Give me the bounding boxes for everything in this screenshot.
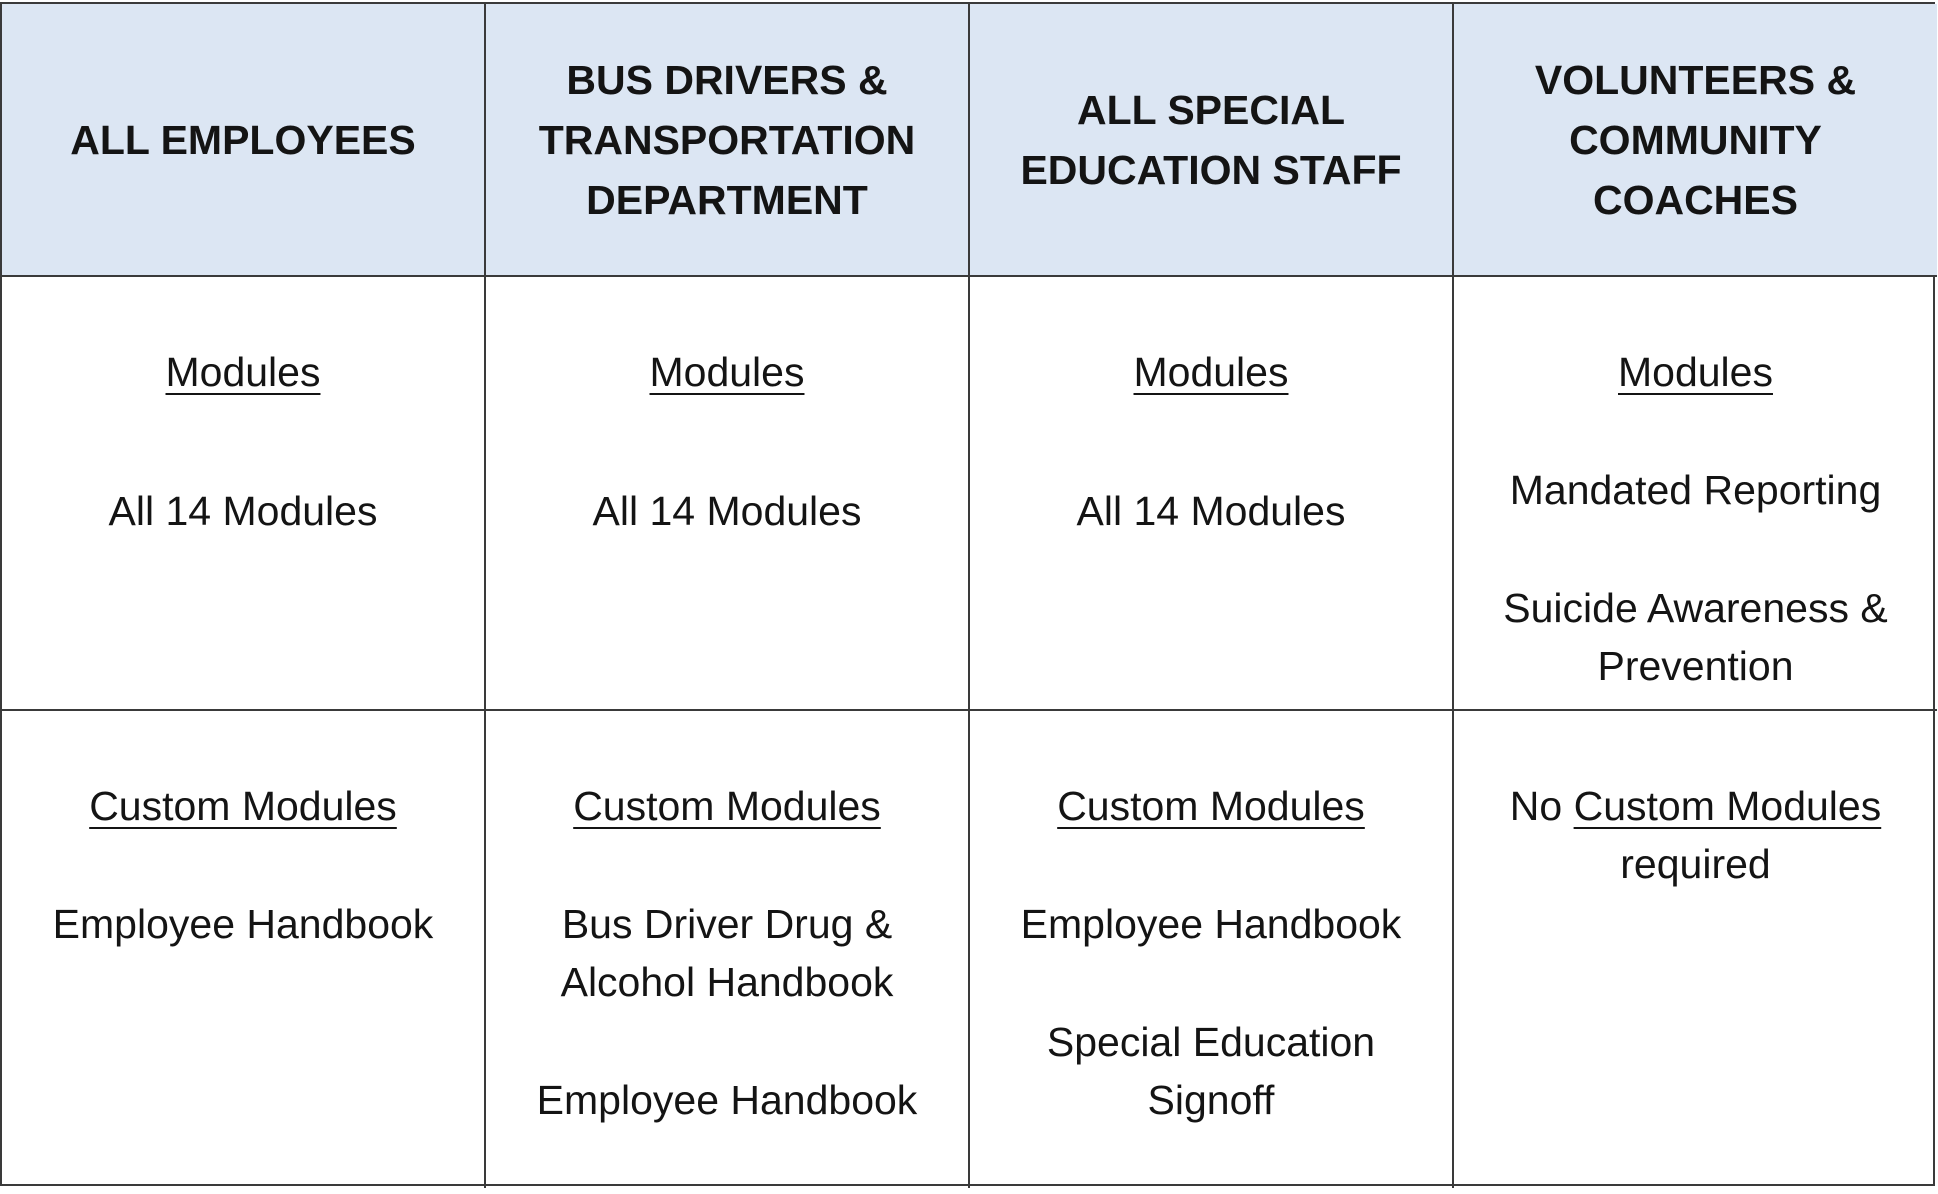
modules-cell-bus-drivers <box>486 277 970 711</box>
training-modules-table <box>0 2 1935 1186</box>
custom-cell-special-education <box>970 711 1454 1188</box>
no-custom-modules-note <box>1454 777 1937 893</box>
header-line: COMMUNITY <box>1569 116 1822 163</box>
header-bus-drivers <box>486 4 970 277</box>
modules-heading: Modules <box>165 349 321 395</box>
module-item-line: Prevention <box>1597 643 1794 689</box>
modules-cell-all-employees <box>2 277 486 711</box>
modules-cell-volunteers <box>1454 277 1937 711</box>
custom-module-item: Employee Handbook <box>1020 901 1402 947</box>
header-line: DEPARTMENT <box>586 176 868 223</box>
modules-heading: Modules <box>1133 349 1289 395</box>
header-line: BUS DRIVERS & <box>566 56 888 103</box>
modules-heading: Modules <box>649 349 805 395</box>
custom-module-item-line: Bus Driver Drug & <box>561 901 893 947</box>
header-line: ALL SPECIAL <box>1076 86 1346 133</box>
custom-module-item-line: Signoff <box>1147 1077 1275 1123</box>
custom-modules-heading: Custom Modules <box>1057 783 1365 829</box>
custom-module-item-line: Alcohol Handbook <box>560 959 894 1005</box>
header-special-education <box>970 4 1454 277</box>
no-custom-underlined: Custom Modules <box>1573 783 1882 829</box>
custom-cell-bus-drivers <box>486 711 970 1188</box>
header-volunteers <box>1454 4 1937 277</box>
modules-heading: Modules <box>1618 349 1773 395</box>
header-line: COACHES <box>1592 176 1798 223</box>
module-list <box>1454 461 1937 695</box>
module-item: Mandated Reporting <box>1509 467 1882 513</box>
custom-module-list <box>486 895 968 1129</box>
module-item: All 14 Modules <box>592 488 862 534</box>
header-line: EDUCATION STAFF <box>1020 146 1402 193</box>
no-custom-suffix: required <box>1620 841 1771 887</box>
module-item: All 14 Modules <box>1076 488 1346 534</box>
custom-module-item: Employee Handbook <box>52 901 434 947</box>
modules-cell-special-education <box>970 277 1454 711</box>
module-item: All 14 Modules <box>108 488 378 534</box>
custom-module-item: Employee Handbook <box>536 1077 918 1123</box>
custom-cell-all-employees <box>2 711 486 1188</box>
module-item-line: Suicide Awareness & <box>1503 585 1888 631</box>
custom-module-item-line: Special Education <box>1046 1019 1376 1065</box>
no-custom-prefix: No <box>1509 783 1574 829</box>
header-all-employees <box>2 4 486 277</box>
custom-cell-volunteers <box>1454 711 1937 1188</box>
header-line: TRANSPORTATION <box>538 116 916 163</box>
custom-module-list <box>970 895 1452 1129</box>
custom-module-list <box>2 895 484 953</box>
custom-modules-heading: Custom Modules <box>89 783 397 829</box>
custom-modules-heading: Custom Modules <box>573 783 881 829</box>
header-line: VOLUNTEERS & <box>1534 56 1857 103</box>
header-line: ALL EMPLOYEES <box>70 116 416 163</box>
